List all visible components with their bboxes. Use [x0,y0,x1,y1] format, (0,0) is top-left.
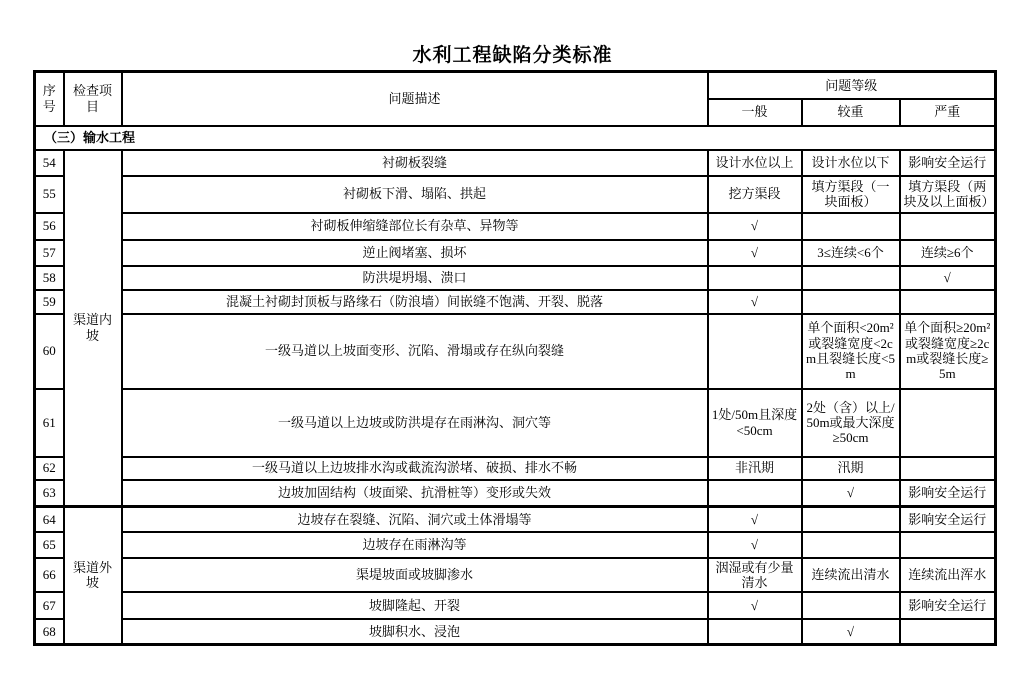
row-number: 55 [35,176,64,213]
level-moderate: 设计水位以下 [802,150,900,176]
level-general: √ [708,507,802,532]
column-header-desc: 问题描述 [122,72,708,126]
header-row-1 [35,72,996,99]
level-moderate [802,507,900,532]
table-row [35,266,996,290]
table-row [35,592,996,619]
level-general: √ [708,213,802,240]
row-number: 57 [35,240,64,266]
row-number: 66 [35,558,64,593]
level-moderate: 连续流出清水 [802,558,900,593]
table-row [35,150,996,176]
defect-description: 一级马道以上边坡排水沟或截流沟淤堵、破损、排水不畅 [122,457,708,480]
level-moderate [802,213,900,240]
level-general: 设计水位以上 [708,150,802,176]
level-moderate [802,592,900,619]
inspection-item-inner-slope: 渠道内坡 [64,150,122,507]
level-moderate: 3≤连续<6个 [802,240,900,266]
table-row [35,532,996,558]
level-moderate: √ [802,480,900,507]
level-severe: 连续≥6个 [900,240,996,266]
row-number: 63 [35,480,64,507]
page-title: 水利工程缺陷分类标准 [412,45,613,66]
row-number: 56 [35,213,64,240]
inspection-item-outer-slope: 渠道外坡 [64,507,122,645]
column-header-severe: 严重 [900,99,996,126]
level-general: √ [708,240,802,266]
level-general [708,619,802,644]
defect-description: 一级马道以上边坡或防洪堤存在雨淋沟、洞穴等 [122,389,708,457]
level-general: √ [708,532,802,558]
table-row [35,457,996,480]
row-number: 67 [35,592,64,619]
level-moderate: 2处（含）以上/50m或最大深度≥50cm [802,389,900,457]
row-number: 61 [35,389,64,457]
level-severe: √ [900,266,996,290]
section-title: （三）输水工程 [35,126,996,150]
level-severe [900,290,996,314]
row-number: 60 [35,314,64,389]
column-header-moderate: 较重 [802,99,900,126]
defect-description: 衬砌板下滑、塌陷、拱起 [122,176,708,213]
level-severe: 填方渠段（两块及以上面板） [900,176,996,213]
defect-description: 防洪堤坍塌、溃口 [122,266,708,290]
level-severe: 影响安全运行 [900,592,996,619]
level-moderate: 汛期 [802,457,900,480]
defect-description: 边坡存在裂缝、沉陷、洞穴或土体滑塌等 [122,507,708,532]
defect-description: 坡脚积水、浸泡 [122,619,708,644]
level-general: 非汛期 [708,457,802,480]
level-general: 洇湿或有少量清水 [708,558,802,593]
level-general: √ [708,290,802,314]
level-severe: 影响安全运行 [900,150,996,176]
level-moderate [802,532,900,558]
section-header-row [35,126,996,150]
table-row [35,619,996,644]
level-severe: 连续流出浑水 [900,558,996,593]
column-header-seq: 序号 [35,72,64,126]
defect-description: 衬砌板裂缝 [122,150,708,176]
table-row [35,314,996,389]
defect-description: 边坡加固结构（坡面梁、抗滑桩等）变形或失效 [122,480,708,507]
level-severe [900,619,996,644]
level-moderate: 单个面积<20m²或裂缝宽度<2cm且裂缝长度<5m [802,314,900,389]
row-number: 62 [35,457,64,480]
level-severe [900,457,996,480]
defect-description: 一级马道以上坡面变形、沉陷、滑塌或存在纵向裂缝 [122,314,708,389]
level-severe [900,213,996,240]
table-row [35,176,996,213]
table-row [35,240,996,266]
column-header-general: 一般 [708,99,802,126]
row-number: 59 [35,290,64,314]
defect-description: 衬砌板伸缩缝部位长有杂草、异物等 [122,213,708,240]
row-number: 64 [35,507,64,532]
defect-classification-table [33,70,997,646]
level-moderate: 填方渠段（一块面板） [802,176,900,213]
defect-description: 坡脚隆起、开裂 [122,592,708,619]
level-general [708,266,802,290]
level-moderate [802,290,900,314]
level-severe: 影响安全运行 [900,480,996,507]
level-general: 挖方渠段 [708,176,802,213]
column-header-item: 检查项目 [64,72,122,126]
defect-description: 逆止阀堵塞、损坏 [122,240,708,266]
row-number: 58 [35,266,64,290]
defect-description: 混凝土衬砌封顶板与路缘石（防浪墙）间嵌缝不饱满、开裂、脱落 [122,290,708,314]
table-row [35,558,996,593]
row-number: 65 [35,532,64,558]
column-header-level-group: 问题等级 [708,72,996,99]
defect-description: 渠堤坡面或坡脚渗水 [122,558,708,593]
table-row [35,507,996,532]
table-row [35,389,996,457]
level-moderate [802,266,900,290]
level-moderate: √ [802,619,900,644]
table-row [35,290,996,314]
level-general: √ [708,592,802,619]
table-row [35,213,996,240]
table-row [35,480,996,507]
level-general [708,480,802,507]
level-severe [900,532,996,558]
level-severe: 单个面积≥20m²或裂缝宽度≥2cm或裂缝长度≥5m [900,314,996,389]
level-severe [900,389,996,457]
row-number: 54 [35,150,64,176]
level-general: 1处/50m且深度<50cm [708,389,802,457]
level-severe: 影响安全运行 [900,507,996,532]
row-number: 68 [35,619,64,644]
level-general [708,314,802,389]
defect-description: 边坡存在雨淋沟等 [122,532,708,558]
